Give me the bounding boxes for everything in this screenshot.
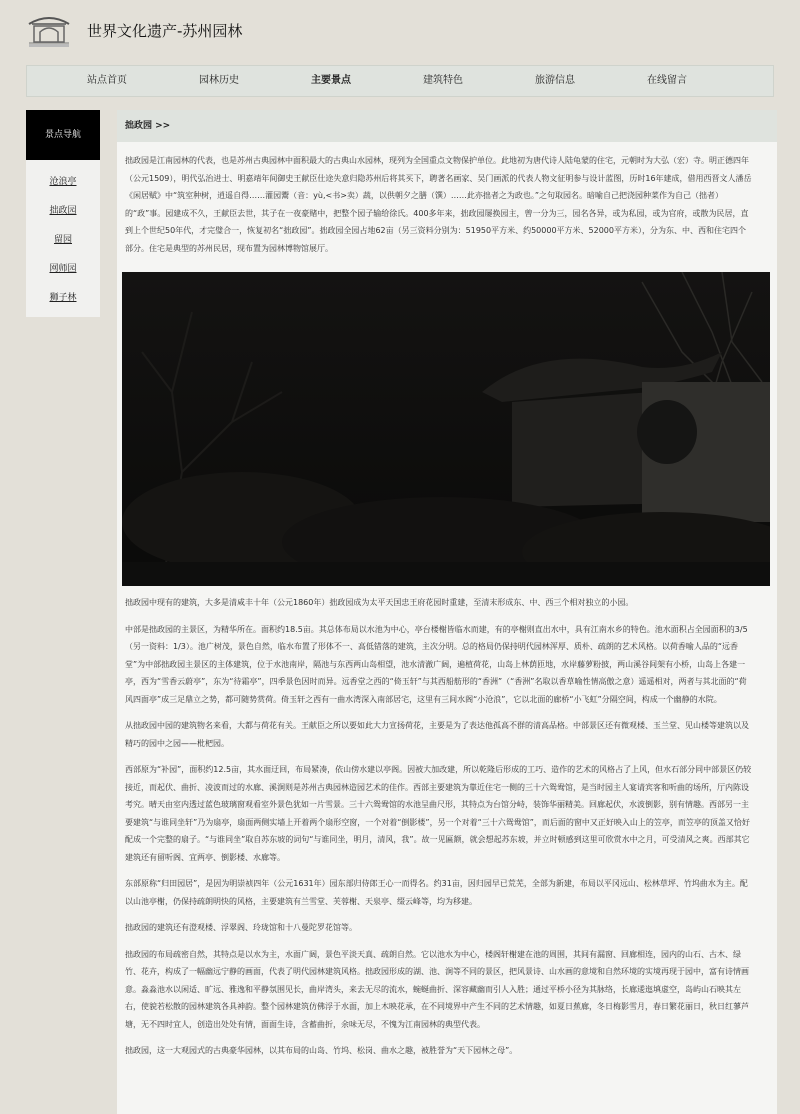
nav-item-attractions[interactable]: 主要景点 xyxy=(311,75,351,86)
body-block xyxy=(117,594,761,1069)
sidebar-link-wangshi[interactable]: 网师园 xyxy=(49,264,77,274)
site-header xyxy=(0,0,800,64)
paragraph: 从拙政园中园的建筑物名来看，大都与荷花有关。王献臣之所以要如此大力宣扬荷花，主要是为了表达他孤高不群的清高品格。中部景区还有微观楼、玉兰堂、见山楼等建筑以及精巧的园中之园——枇杷园。 xyxy=(125,721,749,748)
site-title: 世界文化遗产-苏州园林 xyxy=(87,22,243,40)
sidebar-link-shizilin[interactable]: 狮子林 xyxy=(49,293,77,303)
garden-gate-logo-icon[interactable] xyxy=(26,10,72,48)
nav-item-home[interactable]: 站点首页 xyxy=(87,75,127,86)
nav-item-travel[interactable]: 旅游信息 xyxy=(535,75,575,86)
sidebar-link-canglang[interactable]: 沧浪亭 xyxy=(49,177,77,187)
main-nav xyxy=(26,65,774,97)
paragraph: 东部原称“归田园居”，是因为明崇祯四年（公元1631年）园东部归侍郎王心一而得名。约31亩，因归园早已荒芜，全部为新建，布局以平冈远山、松林草坪、竹坞曲水为主。配以山池亭榭，仍保持疏朗明快的风格，主要建筑有兰雪堂、芙蓉榭、天泉亭、缀云峰等，均为移建。 xyxy=(125,879,748,906)
paragraph: 拙政园中现有的建筑，大多是清咸丰十年（公元1860年）拙政园成为太平天国忠王府花园时重建，至清末形成东、中、西三个相对独立的小园。 xyxy=(125,598,634,607)
paragraph: 拙政园的布局疏密自然，其特点是以水为主，水面广阔，景色平淡天真、疏朗自然。它以池水为中心，楼阁轩榭建在池的周围，其间有漏窗、回廊相连，园内的山石、古木、绿竹、花卉，构成了一幅幽远宁静的画面，代表了明代园林建筑风格。拙政园形成的湖、池、涧等不同的景区，把风景诗、山水画的意境和自然环境的实境再现于园中，富有诗情画意。淼淼池水以闲适、旷远、雅逸和平静氛围见长，曲岸湾头，来去无尽的流水，蜿蜒曲折、深容藏幽而引人入胜；通过平桥小径为其脉络，长廊逶迤填虚空，岛屿山石映其左右，使貌若松散的园林建筑各具神韵。整个园林建筑仿佛浮于水面，加上木映花承，在不同境界中产生不同的艺术情趣，如夏日蕉廊，冬日梅影雪月，春日繁花丽日，秋日红蓼芦塘，无不四时宜人，创造出处处有情，面面生诗，含蓄曲折，余味无尽，不愧为江南园林的典型代表。 xyxy=(125,949,749,1029)
nav-item-history[interactable]: 园林历史 xyxy=(199,75,239,86)
sidebar-link-liuyuan[interactable]: 留园 xyxy=(53,235,72,245)
intro-block xyxy=(117,152,761,257)
garden-pavilion-photo xyxy=(122,272,770,586)
sidebar xyxy=(26,110,100,317)
paragraph: 中部是拙政园的主景区，为精华所在。面积约18.5亩。其总体布局以水池为中心，亭台楼榭皆临水而建，有的亭榭则直出水中，具有江南水乡的特色。池水面积占全园面积的3/5（另一资料：1/3）。池广树茂，景色自然，临水布置了形体不一、高低错落的建筑，主次分明。总的格局仍保持明代园林浑厚、质朴、疏朗的艺术风格。以荷香喻人品的“远香堂”为中部拙政园主景区的主体建筑，位于水池南岸，隔池与东西两山岛相望，池水清澈广阔，遍植荷花，山岛上林荫匝地，水岸藤萝粉披，两山溪谷间架有小桥，山岛上各建一亭，西为“雪香云蔚亭”，东为“待霜亭”，四季景色因时而异。远香堂之西的“倚玉轩”与其西船舫形的“香洲”（“香洲”名取以香草喻性情高傲之意）遥遥相对，两者与其北面的“荷风四面亭”成三足鼎立之势，都可随势赏荷。倚玉轩之西有一曲水湾深入南部居宅，这里有三间水阁“小沧浪”，它以北面的廊桥“小飞虹”分隔空间，构成一个幽静的水院。 xyxy=(125,624,748,704)
paragraph: 拙政园是江南园林的代表，也是苏州古典园林中面积最大的古典山水园林，现列为全国重点文物保护单位。此地初为唐代诗人陆龟蒙的住宅，元朝时为大弘（宏）寺。明正德四年（公元1509），明代弘治进士、明嘉靖年间御史王献臣仕途失意归隐苏州后将其买下，聘著名画家、吴门画派的代表人物文征明参与设计蓝图，历时16年建成，借用西晋文人潘岳《闲居赋》中“筑室种树，逍遥自得……灌园鬻（音：yù,<书>卖）蔬，以供朝夕之膳（馔）……此亦拙者之为政也。”之句取园名。暗喻自己把浇园种菜作为自己（拙者）的“政”事。园建成不久，王献臣去世，其子在一夜豪赌中，把整个园子输给徐氏。400多年来，拙政园屡换园主，曾一分为三，园名各异，或为私园，或为官府，或散为民居，直到上个世纪50年代，才完璧合一，恢复初名“拙政园”。拙政园全园占地62亩（另三资料分别为：51950平方米、约50000平方米、52000平方米），分为东、中、西和住宅四个部分。住宅是典型的苏州民居，现布置为园林博物馆展厅。 xyxy=(125,156,752,253)
paragraph: 拙政园，这一大观园式的古典豪华园林，以其布局的山岛、竹坞、松岗、曲水之趣，被胜誉为“天下园林之母”。 xyxy=(125,1046,518,1055)
breadcrumb: 拙政园 >> xyxy=(117,110,777,142)
nav-item-guestbook[interactable]: 在线留言 xyxy=(647,75,687,86)
paragraph: 拙政园的建筑还有澄观楼、浮翠阁、玲珑馆和十八曼陀罗花馆等。 xyxy=(125,923,357,932)
sidebar-link-zhuozheng[interactable]: 拙政园 xyxy=(49,206,77,216)
nav-item-architecture[interactable]: 建筑特色 xyxy=(423,75,463,86)
paragraph: 西部原为“补园”，面积约12.5亩，其水面迂回，布局紧凑，依山傍水建以亭阁。因被大加改建，所以乾隆后形成的工巧、造作的艺术的风格占了上风，但水石部分同中部景区仍较接近，而起伏、曲折、凌波而过的水廊、溪涧则是苏州古典园林造园艺术的佳作。西部主要建筑为靠近住宅一侧的三十六鸳鸯馆，是当时园主人宴请宾客和听曲的场所，厅内陈设考究。晴天由室内透过蓝色玻璃窗观看室外景色犹如一片雪景。三十六鸳鸯馆的水池呈曲尺形，其特点为台馆分峙，装饰华丽精美。回廊起伏，水波倒影，别有情趣。西部另一主要建筑“与谁同坐轩”乃为扇亭，扇面两侧实墙上开着两个扇形空窗，一个对着“倒影楼”，另一个对着“三十六鸳鸯馆”，而后面的窗中又正好映入山上的笠亭，而笠亭的顶盖又恰好配成一个完整的扇子。“与谁同坐”取自苏东坡的词句“与谁同坐，明月，清风，我”。故一见匾额，就会想起苏东坡，并立时顿感到这里可欣赏水中之月，可受清风之爽。西部其它建筑还有留听阁、宜两亭、倒影楼、水廊等。 xyxy=(125,765,752,862)
sidebar-heading: 景点导航 xyxy=(26,110,100,160)
article xyxy=(117,110,777,1114)
photo-illustration xyxy=(122,272,770,586)
